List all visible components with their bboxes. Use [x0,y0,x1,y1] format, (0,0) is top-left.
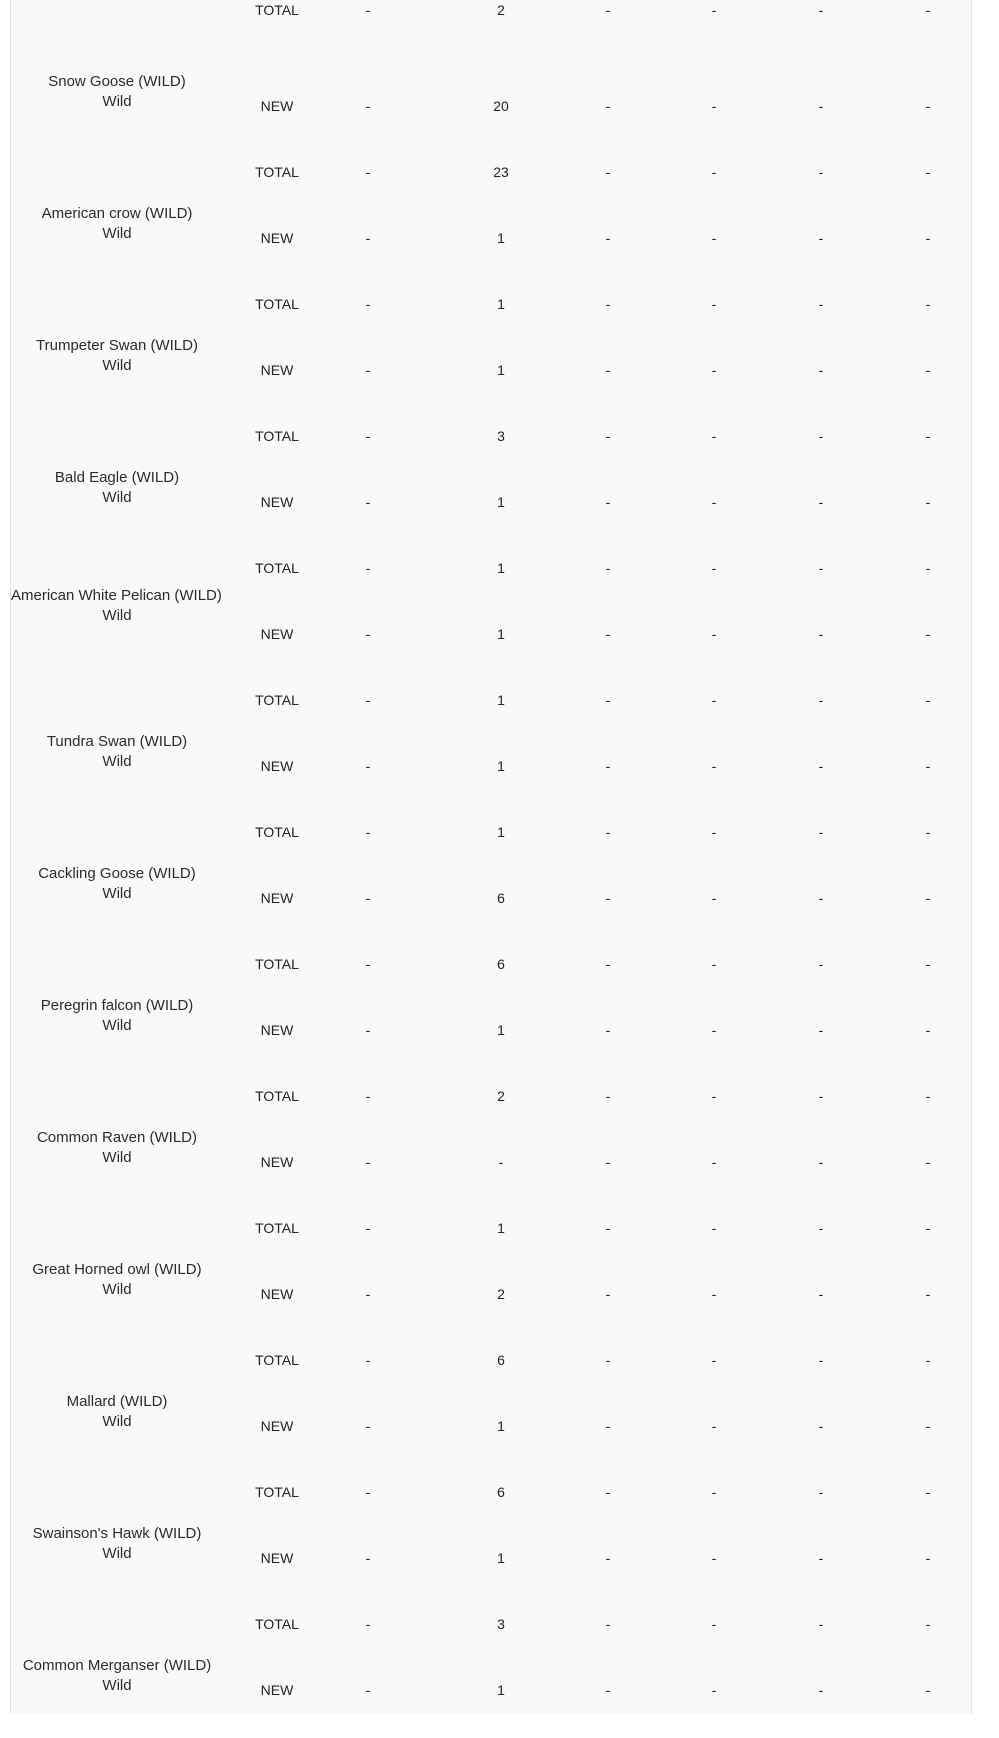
count-cell: - [605,296,611,312]
species-kind: Wild [102,1545,132,1562]
count-cell: - [605,1484,611,1500]
species-row-group [11,1078,971,1236]
count-cell: - [365,1088,371,1104]
count-cell: - [365,1022,371,1038]
count-cell: - [711,1088,717,1104]
count-cell: - [605,428,611,444]
count-cell: - [711,692,717,708]
count-cell: - [711,1220,717,1236]
count-cell: - [925,164,931,180]
count-cell: - [365,1550,371,1566]
count-cell: - [818,2,824,18]
new-row [11,888,971,908]
count-cell: - [365,164,371,180]
species-row-group [11,1342,971,1500]
count-cell: - [711,428,717,444]
count-cell: - [925,2,931,18]
count-cell: - [925,626,931,642]
count-cell: - [818,1616,824,1632]
count-cell: 1 [497,1220,505,1236]
status-label: TOTAL [255,2,299,18]
status-label: TOTAL [255,1352,299,1368]
count-cell: 1 [497,824,505,840]
count-cell: - [711,560,717,576]
count-cell: - [605,956,611,972]
count-cell: - [605,1352,611,1368]
count-cell: - [711,890,717,906]
count-cell: 1 [497,758,505,774]
count-cell: - [605,824,611,840]
species-name: American crow (WILD) [41,205,193,222]
count-cell: - [818,560,824,576]
species-name: Bald Eagle (WILD) [54,469,180,486]
count-cell: - [925,1220,931,1236]
count-cell: - [818,230,824,246]
count-cell: - [925,1154,931,1170]
new-row [11,1416,971,1436]
count-cell: 3 [497,1616,505,1632]
species-name: Tundra Swan (WILD) [46,733,188,750]
count-cell: - [818,1550,824,1566]
count-cell: - [711,98,717,114]
count-cell: - [818,494,824,510]
count-cell: - [365,824,371,840]
count-cell: - [365,1220,371,1236]
species-name: Swainson's Hawk (WILD) [32,1525,202,1542]
species-name: Snow Goose (WILD) [48,73,186,90]
count-cell: 6 [497,1484,505,1500]
species-name: Trumpeter Swan (WILD) [36,337,198,354]
count-cell: - [605,1022,611,1038]
count-cell: - [365,1616,371,1632]
species-kind: Wild [102,489,132,506]
count-cell: - [365,1484,371,1500]
status-label: TOTAL [255,956,299,972]
new-row [11,756,971,776]
count-cell: - [711,164,717,180]
count-cell: - [925,1286,931,1302]
new-row [11,1548,971,1568]
status-label: TOTAL [255,428,299,444]
count-cell: 1 [497,362,505,378]
count-cell: - [605,1220,611,1236]
status-label: TOTAL [255,1616,299,1632]
count-cell: - [925,890,931,906]
count-cell: - [711,956,717,972]
count-cell: 6 [497,1352,505,1368]
count-cell: - [605,1154,611,1170]
species-name: Great Horned owl (WILD) [32,1261,202,1278]
count-cell: - [925,692,931,708]
count-cell: - [818,1220,824,1236]
new-row [11,96,971,116]
count-cell: - [365,494,371,510]
count-cell: 20 [493,98,509,114]
count-cell: - [925,1352,931,1368]
count-cell: - [925,98,931,114]
species-name: Mallard (WILD) [66,1393,168,1410]
count-cell: - [365,560,371,576]
count-cell: - [818,1682,824,1698]
count-cell: - [365,758,371,774]
species-count-table [10,0,972,1714]
count-cell: 1 [497,1022,505,1038]
species-name: Peregrin falcon (WILD) [40,997,194,1014]
count-cell: - [605,1682,611,1698]
count-cell: - [711,494,717,510]
count-cell: 3 [497,428,505,444]
species-row-group [11,682,971,840]
count-cell: - [711,824,717,840]
count-cell: - [818,362,824,378]
count-cell: - [925,230,931,246]
count-cell: - [711,626,717,642]
count-cell: 2 [497,2,505,18]
status-label: NEW [260,494,294,510]
new-row [11,492,971,512]
species-row-group [11,1210,971,1368]
count-cell: 1 [497,230,505,246]
count-cell: - [605,98,611,114]
count-cell: - [925,956,931,972]
status-label: TOTAL [255,560,299,576]
species-kind: Wild [102,1281,132,1298]
table-body [11,0,971,1738]
status-label: TOTAL [255,1088,299,1104]
count-cell: - [605,890,611,906]
count-cell: - [818,428,824,444]
count-cell: - [365,890,371,906]
species-name: American White Pelican (WILD) [11,587,222,604]
count-cell: - [925,362,931,378]
species-name: Common Merganser (WILD) [22,1657,212,1674]
count-cell: - [711,1418,717,1434]
status-label: NEW [260,1022,294,1038]
count-cell: - [925,560,931,576]
count-cell: - [711,1682,717,1698]
species-kind: Wild [102,607,132,624]
species-name: Cackling Goose (WILD) [38,865,196,882]
count-cell: - [711,296,717,312]
count-cell: - [711,1022,717,1038]
status-label: TOTAL [255,296,299,312]
count-cell: - [818,956,824,972]
count-cell: 1 [497,494,505,510]
species-kind: Wild [102,93,132,110]
species-row-group [11,946,971,1104]
count-cell: - [365,230,371,246]
status-label: NEW [260,230,294,246]
count-cell: - [711,362,717,378]
count-cell: 2 [497,1286,505,1302]
count-cell: - [365,98,371,114]
count-cell: - [605,1286,611,1302]
count-cell: - [605,362,611,378]
count-cell: - [818,98,824,114]
species-kind: Wild [102,225,132,242]
new-row [11,1152,971,1172]
species-kind: Wild [102,1413,132,1430]
species-kind: Wild [102,885,132,902]
count-cell: - [818,1022,824,1038]
new-row [11,624,971,644]
count-cell: - [925,296,931,312]
count-cell: 6 [497,956,505,972]
count-cell: - [711,1616,717,1632]
species-kind: Wild [102,1017,132,1034]
count-cell: - [365,692,371,708]
status-label: NEW [260,1550,294,1566]
count-cell: - [365,296,371,312]
count-cell: 1 [497,692,505,708]
status-label: TOTAL [255,824,299,840]
count-cell: - [711,1286,717,1302]
species-row-group [11,814,971,972]
count-cell: - [605,1550,611,1566]
count-cell: - [365,1154,371,1170]
status-label: NEW [260,362,294,378]
status-label: NEW [260,758,294,774]
count-cell: - [818,164,824,180]
count-cell: - [925,494,931,510]
count-cell: - [605,2,611,18]
count-cell: - [711,1484,717,1500]
count-cell: - [605,1616,611,1632]
species-label [11,586,223,626]
count-cell: 2 [497,1088,505,1104]
count-cell: - [605,230,611,246]
count-cell: - [925,1616,931,1632]
count-cell: - [925,1550,931,1566]
count-cell: - [711,230,717,246]
new-row [11,228,971,248]
new-row [11,1020,971,1040]
count-cell: - [818,692,824,708]
species-row-group [11,1474,971,1632]
count-cell: - [365,1418,371,1434]
species-row-group [11,154,971,312]
count-cell: - [605,494,611,510]
species-row-group [11,1606,971,1738]
count-cell: 1 [497,1682,505,1698]
count-cell: - [605,1088,611,1104]
species-kind: Wild [102,753,132,770]
count-cell: 1 [497,626,505,642]
count-cell: - [605,626,611,642]
status-label: NEW [260,98,294,114]
count-cell: - [365,956,371,972]
count-cell: - [605,164,611,180]
count-cell: - [711,2,717,18]
count-cell: - [605,692,611,708]
species-row-group [11,286,971,444]
species-kind: Wild [102,1149,132,1166]
status-label: NEW [260,1682,294,1698]
new-row [11,1284,971,1304]
count-cell: - [365,362,371,378]
count-cell: - [818,824,824,840]
count-cell: - [365,2,371,18]
count-cell: - [711,1550,717,1566]
count-cell: - [365,1682,371,1698]
status-label: TOTAL [255,1220,299,1236]
status-label: NEW [260,626,294,642]
species-kind: Wild [102,357,132,374]
count-cell: - [818,296,824,312]
count-cell: - [925,1484,931,1500]
count-cell: - [925,1682,931,1698]
count-cell: - [818,890,824,906]
count-cell: - [925,428,931,444]
count-cell: 6 [497,890,505,906]
status-label: NEW [260,890,294,906]
status-label: TOTAL [255,692,299,708]
table-row [11,0,971,22]
total-row [11,0,971,20]
count-cell: - [818,1484,824,1500]
count-cell: - [925,1418,931,1434]
count-cell: 1 [497,1418,505,1434]
count-cell: - [711,1352,717,1368]
count-cell: 1 [497,560,505,576]
count-cell: - [711,1154,717,1170]
count-cell: - [818,1154,824,1170]
count-cell: - [925,758,931,774]
count-cell: 1 [497,1550,505,1566]
new-row [11,1680,971,1700]
species-row-group [11,22,971,180]
status-label: NEW [260,1286,294,1302]
count-cell: - [818,1088,824,1104]
count-cell: - [605,560,611,576]
species-row-group [11,550,971,708]
count-cell: - [711,758,717,774]
count-cell: 23 [493,164,509,180]
status-label: TOTAL [255,1484,299,1500]
count-cell: - [818,1418,824,1434]
count-cell: - [365,1286,371,1302]
status-label: TOTAL [255,164,299,180]
status-label: NEW [260,1154,294,1170]
count-cell: - [818,1352,824,1368]
count-cell: - [605,1418,611,1434]
count-cell: - [365,428,371,444]
species-row-group [11,418,971,576]
count-cell: - [925,824,931,840]
count-cell: - [818,1286,824,1302]
count-cell: - [925,1022,931,1038]
new-row [11,360,971,380]
count-cell: - [365,626,371,642]
species-kind: Wild [102,1677,132,1694]
count-cell: - [605,758,611,774]
count-cell: - [925,1088,931,1104]
count-cell: - [498,1154,504,1170]
count-cell: - [818,758,824,774]
status-label: NEW [260,1418,294,1434]
count-cell: - [818,626,824,642]
count-cell: - [365,1352,371,1368]
species-name: Common Raven (WILD) [36,1129,198,1146]
count-cell: 1 [497,296,505,312]
